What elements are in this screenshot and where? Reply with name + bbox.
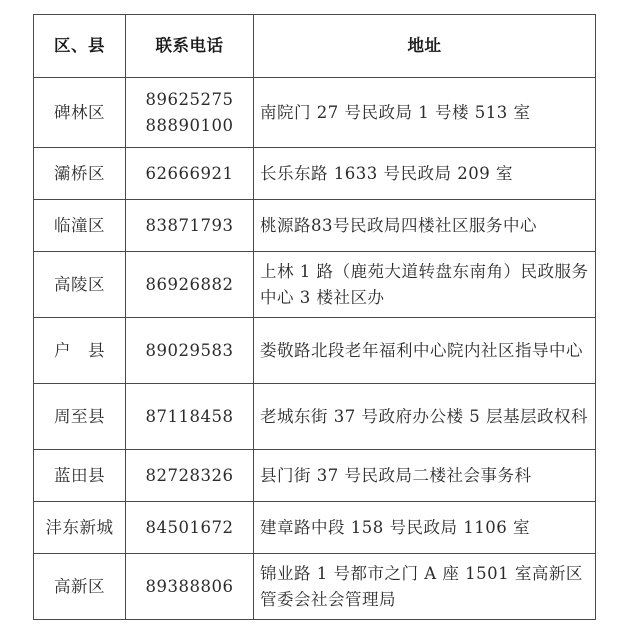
address-cell: 锦业路 1 号都市之门 A 座 1501 室高新区管委会社会管理局 (254, 554, 596, 620)
district-cell: 高陵区 (34, 252, 126, 318)
address-cell: 桃源路83号民政局四楼社区服务中心 (254, 200, 596, 252)
table-row (34, 200, 596, 252)
table-row (34, 148, 596, 200)
address-cell: 上林 1 路（鹿苑大道转盘东南角）民政服务中心 3 楼社区办 (254, 252, 596, 318)
phone-cell: 62666921 (126, 148, 254, 200)
table-row (34, 78, 596, 148)
district-cell: 户 县 (34, 318, 126, 384)
district-cell: 灞桥区 (34, 148, 126, 200)
phone-cell: 89029583 (126, 318, 254, 384)
address-cell: 县门街 37 号民政局二楼社会事务科 (254, 450, 596, 502)
district-cell: 周至县 (34, 384, 126, 450)
phone-cell: 89388806 (126, 554, 254, 620)
phone-number: 89625275 (145, 89, 234, 109)
district-cell: 沣东新城 (34, 502, 126, 554)
address-cell: 建章路中段 158 号民政局 1106 室 (254, 502, 596, 554)
phone-cell: 86926882 (126, 252, 254, 318)
phone-cell: 82728326 (126, 450, 254, 502)
phone-cell: 87118458 (126, 384, 254, 450)
district-cell: 蓝田县 (34, 450, 126, 502)
district-cell: 高新区 (34, 554, 126, 620)
table-row (34, 318, 596, 384)
table-row (34, 502, 596, 554)
phone-number: 88890100 (145, 115, 234, 135)
address-cell: 南院门 27 号民政局 1 号楼 513 室 (254, 78, 596, 148)
table-row (34, 252, 596, 318)
header-district: 区、县 (34, 15, 126, 78)
address-cell: 娄敬路北段老年福利中心院内社区指导中心 (254, 318, 596, 384)
address-cell: 老城东街 37 号政府办公楼 5 层基层政权科 (254, 384, 596, 450)
table-header-row (34, 15, 596, 78)
table-row (34, 554, 596, 620)
table-row (34, 384, 596, 450)
header-phone: 联系电话 (126, 15, 254, 78)
phone-cell: 84501672 (126, 502, 254, 554)
header-address: 地址 (254, 15, 596, 78)
address-cell: 长乐东路 1633 号民政局 209 室 (254, 148, 596, 200)
district-cell: 碑林区 (34, 78, 126, 148)
contact-table (33, 14, 596, 620)
table-row (34, 450, 596, 502)
phone-cell (126, 78, 254, 148)
district-cell: 临潼区 (34, 200, 126, 252)
phone-cell: 83871793 (126, 200, 254, 252)
